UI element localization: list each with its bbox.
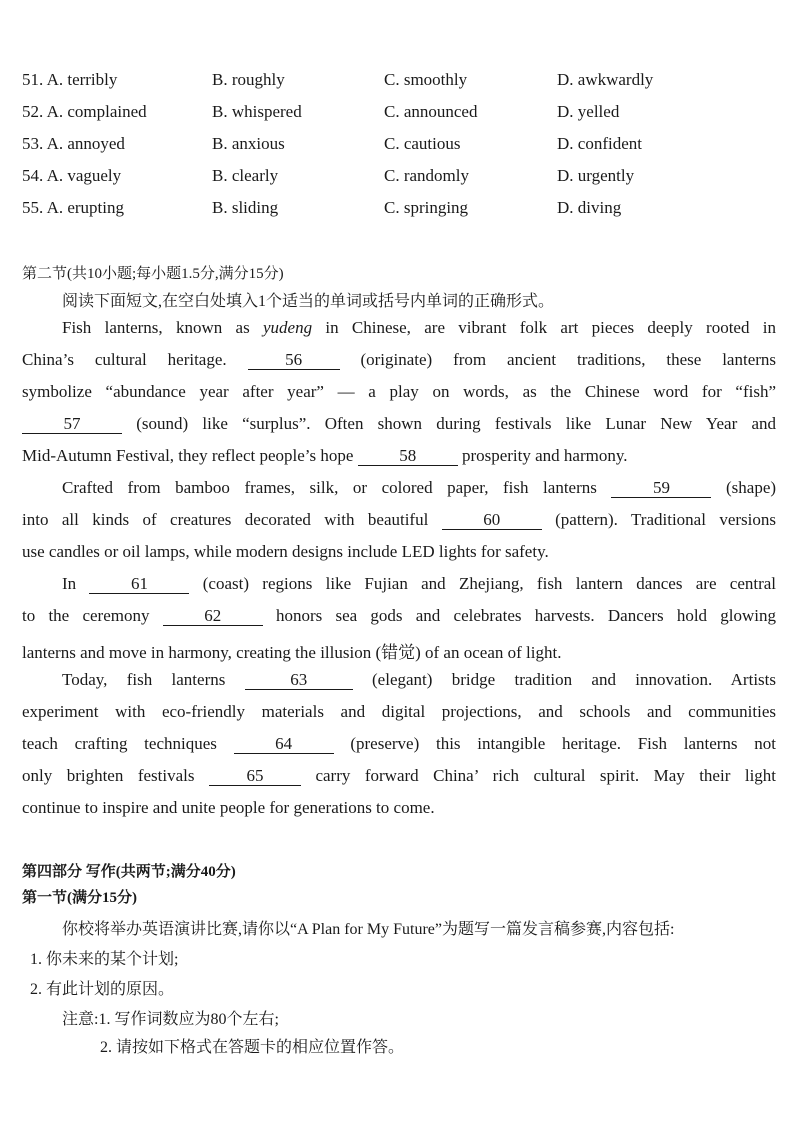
option-d: D. confident bbox=[557, 134, 642, 153]
question-number: 54. bbox=[22, 166, 44, 185]
option-row-55 bbox=[22, 198, 782, 222]
option-a: A. terribly bbox=[46, 70, 118, 89]
option-c: C. announced bbox=[384, 102, 478, 121]
option-row-53 bbox=[22, 134, 782, 158]
blank-56[interactable]: 56 bbox=[248, 351, 340, 370]
passage-line: 57 (sound) like “surplus”. Often shown during festivals like Lunar New Year and bbox=[22, 414, 776, 434]
passage-line: into all kinds of creatures decorated with beautiful 60 (pattern). Traditional versions bbox=[22, 510, 777, 529]
question-number: 53. bbox=[22, 134, 44, 153]
passage-line: symbolize “abundance year after year” — a play on words, as the Chinese word for “fish” bbox=[22, 382, 776, 401]
option-c: C. springing bbox=[384, 198, 469, 217]
blank-61[interactable]: 61 bbox=[89, 575, 189, 594]
section-heading: 第二节(共10小题;每小题1.5分,满分15分) bbox=[22, 266, 284, 282]
option-d: D. diving bbox=[557, 198, 622, 217]
writing-note-2: 2. 请按如下格式在答题卡的相应位置作答。 bbox=[100, 1039, 405, 1056]
option-a: A. annoyed bbox=[46, 134, 125, 153]
question-number: 51. bbox=[22, 70, 44, 89]
option-b: B. whispered bbox=[212, 102, 302, 121]
blank-59[interactable]: 59 bbox=[611, 479, 711, 498]
passage-line: only brighten festivals 65 carry forward China’ rich cultural spirit. May their light bbox=[22, 766, 777, 785]
option-b: B. anxious bbox=[212, 134, 285, 153]
option-c: C. smoothly bbox=[384, 70, 468, 89]
passage-line: Fish lanterns, known as yudeng in Chinese, are vibrant folk art pieces deeply rooted in bbox=[62, 318, 776, 337]
option-c: C. randomly bbox=[384, 166, 469, 185]
blank-58[interactable]: 58 bbox=[358, 447, 458, 466]
option-d: D. awkwardly bbox=[557, 70, 654, 89]
option-d: D. yelled bbox=[557, 102, 620, 121]
option-row-54 bbox=[22, 166, 782, 190]
option-d: D. urgently bbox=[557, 166, 635, 185]
passage-line: In 61 (coast) regions like Fujian and Zhejiang, fish lantern dances are central bbox=[62, 574, 777, 593]
option-b: B. roughly bbox=[212, 70, 285, 89]
section-instruction: 阅读下面短文,在空白处填入1个适当的单词或括号内单词的正确形式。 bbox=[62, 293, 555, 310]
question-number: 52. bbox=[22, 102, 44, 121]
passage-line: continue to inspire and unite people for generations to come. bbox=[22, 798, 435, 817]
option-b: B. clearly bbox=[212, 166, 279, 185]
writing-item-2: 2. 有此计划的原因。 bbox=[30, 981, 175, 998]
option-row-51 bbox=[22, 70, 782, 94]
passage-line: teach crafting techniques 64 (preserve) this intangible heritage. Fish lanterns not bbox=[22, 734, 777, 753]
passage-line: Today, fish lanterns 63 (elegant) bridge tradition and innovation. Artists bbox=[62, 670, 776, 689]
passage-line: Crafted from bamboo frames, silk, or colored paper, fish lanterns 59 (shape) bbox=[62, 478, 777, 497]
writing-item-1: 1. 你未来的某个计划; bbox=[30, 951, 179, 968]
option-row-52 bbox=[22, 102, 782, 126]
question-number: 55. bbox=[22, 198, 44, 217]
option-c: C. cautious bbox=[384, 134, 461, 153]
part4-heading: 第四部分 写作(共两节;满分40分) bbox=[22, 864, 236, 880]
option-a: A. erupting bbox=[46, 198, 124, 217]
passage-line: experiment with eco-friendly materials and digital projections, and schools and communities bbox=[22, 702, 776, 721]
blank-65[interactable]: 65 bbox=[209, 767, 301, 786]
passage-line: lanterns and move in harmony, creating the illusion (错觉) of an ocean of light. bbox=[22, 643, 562, 662]
part4-subheading: 第一节(满分15分) bbox=[22, 890, 137, 906]
blank-63[interactable]: 63 bbox=[245, 671, 353, 690]
writing-prompt: 你校将举办英语演讲比赛,请你以“A Plan for My Future”为题写一篇发言稿参赛,内容包括: bbox=[62, 921, 675, 938]
passage-line: use candles or oil lamps, while modern designs include LED lights for safety. bbox=[22, 542, 549, 561]
blank-62[interactable]: 62 bbox=[163, 607, 263, 626]
blank-57[interactable]: 57 bbox=[22, 415, 122, 434]
blank-64[interactable]: 64 bbox=[234, 735, 334, 754]
passage-line: China’s cultural heritage. 56 (originate) from ancient traditions, these lanterns bbox=[22, 350, 777, 369]
passage-line: to the ceremony 62 honors sea gods and celebrates harvests. Dancers hold glowing bbox=[22, 606, 777, 625]
option-a: A. vaguely bbox=[46, 166, 122, 185]
option-b: B. sliding bbox=[212, 198, 279, 217]
option-a: A. complained bbox=[46, 102, 147, 121]
writing-note-1: 注意:1. 写作词数应为80个左右; bbox=[62, 1011, 279, 1028]
passage-line: Mid-Autumn Festival, they reflect people’s hope 58 prosperity and harmony. bbox=[22, 446, 628, 465]
blank-60[interactable]: 60 bbox=[442, 511, 542, 530]
